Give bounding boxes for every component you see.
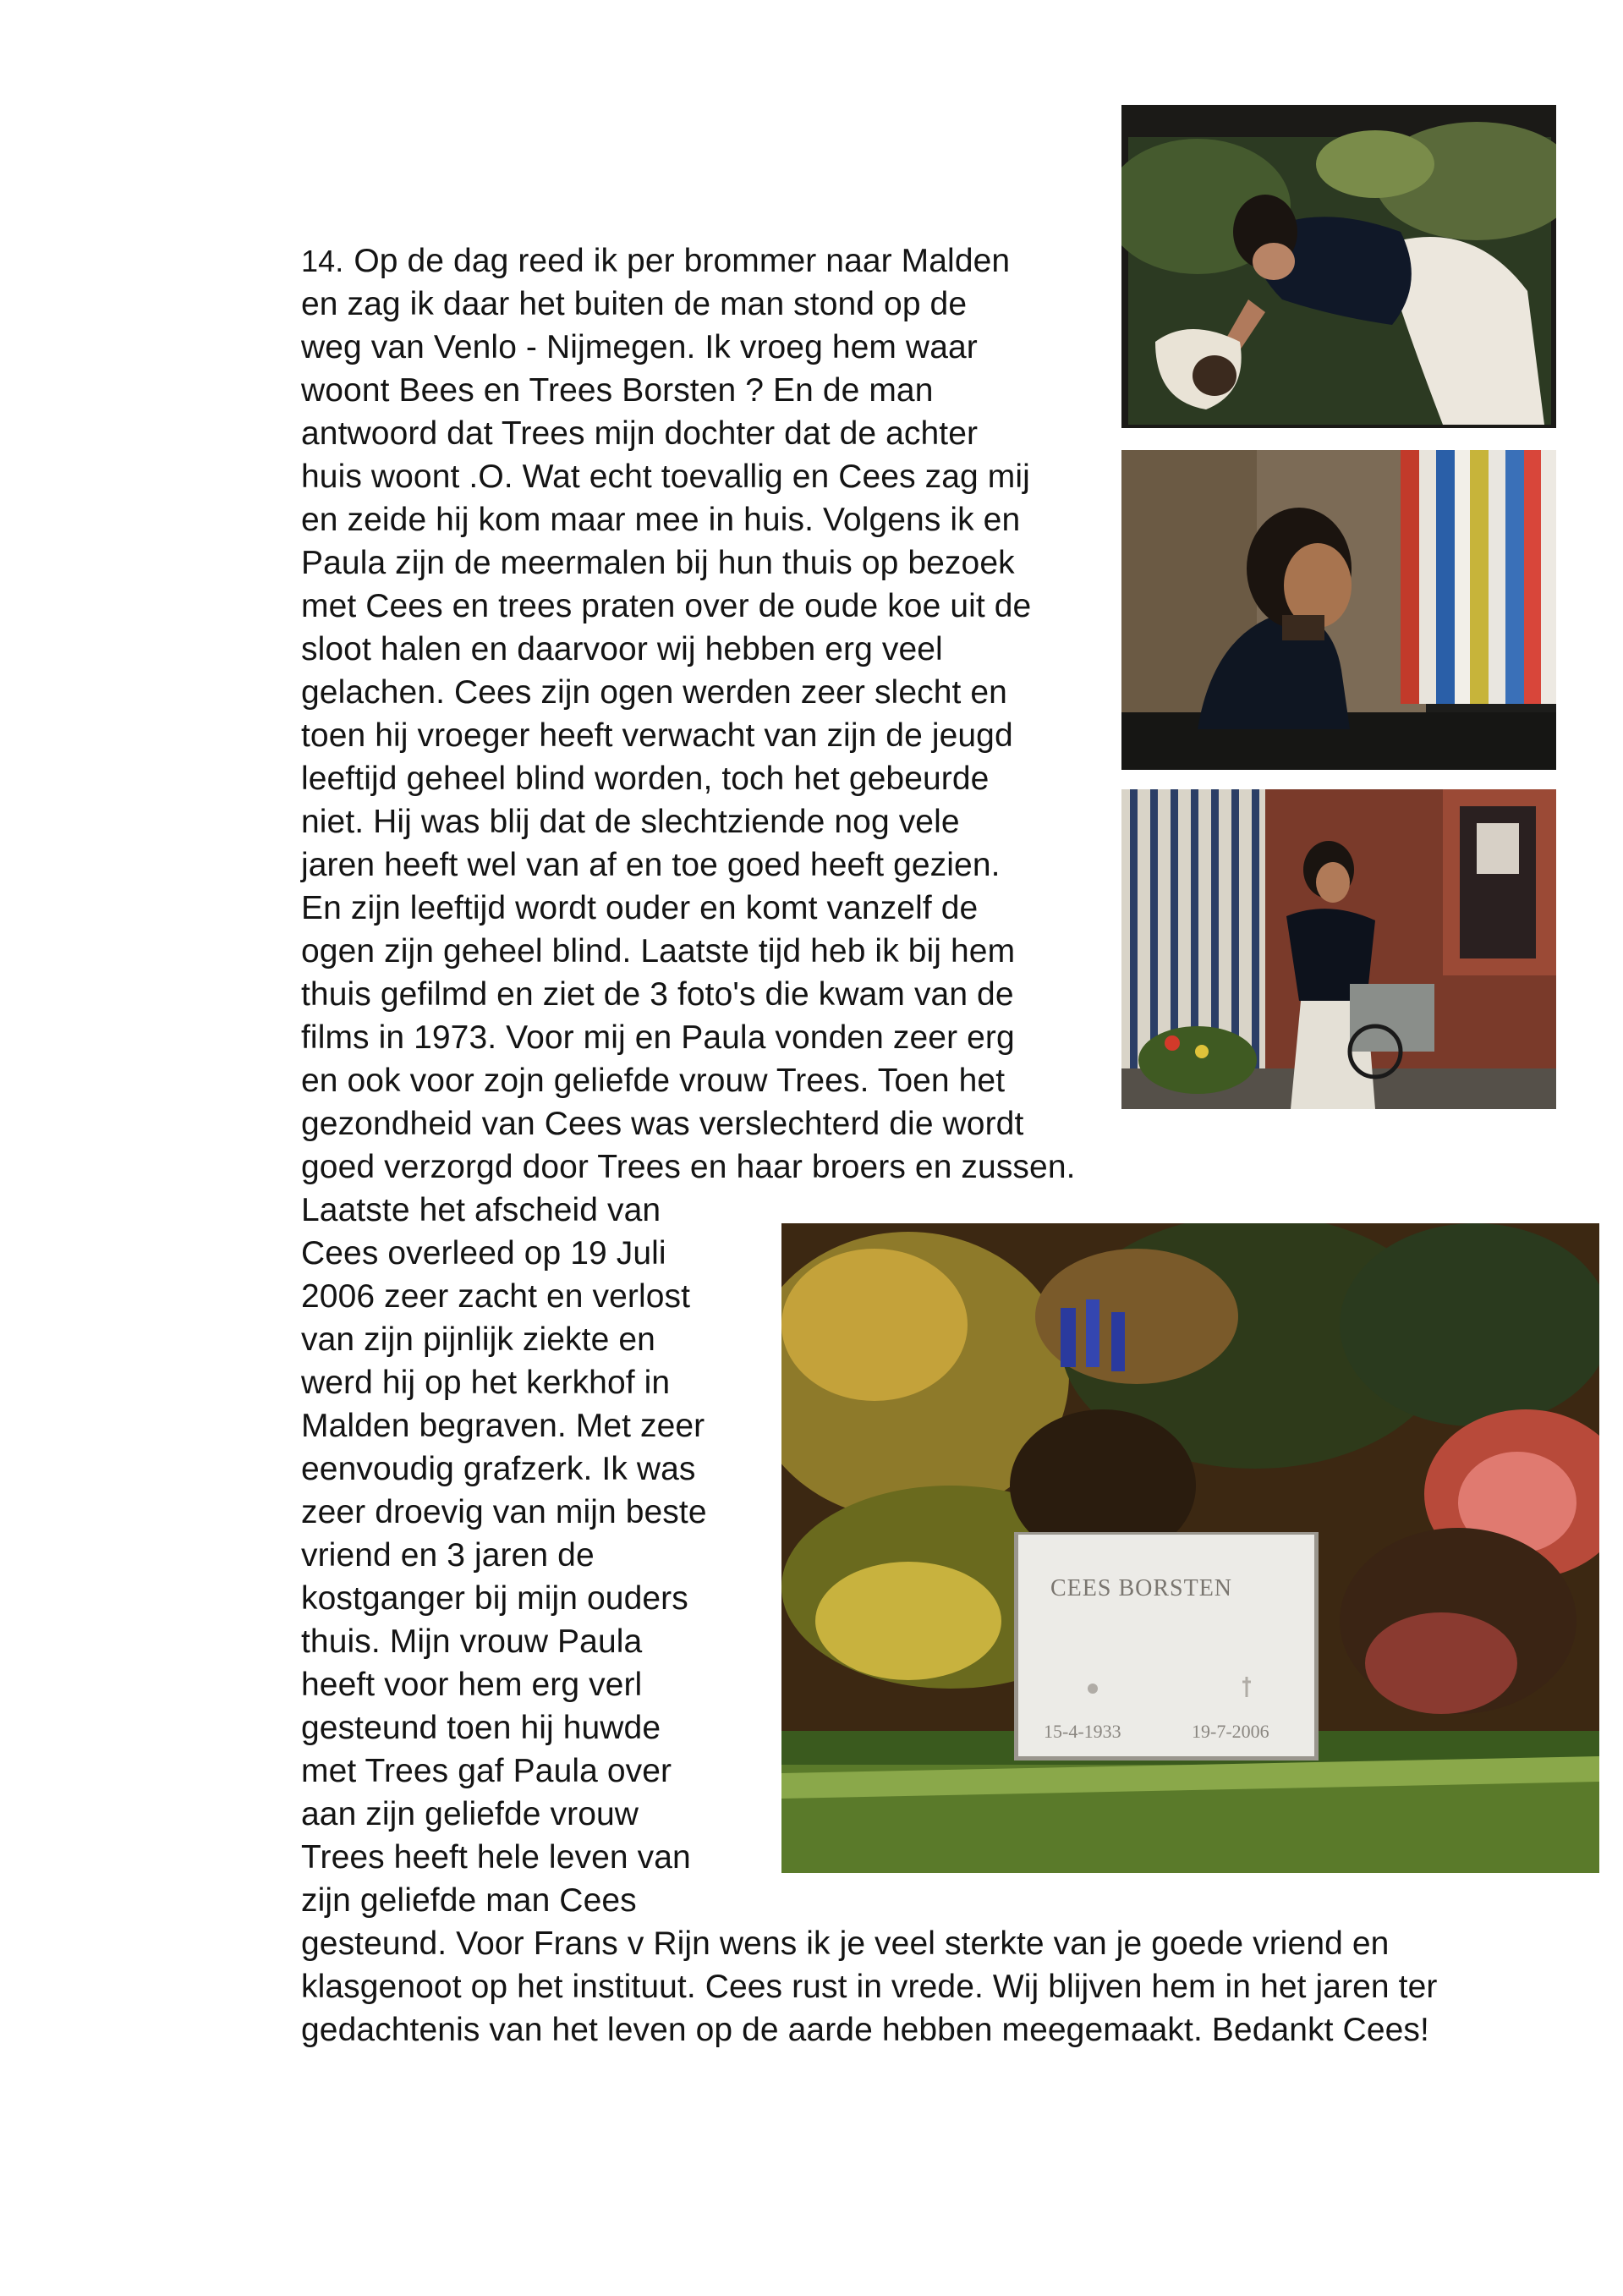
text-line: Cees overleed op 19 Juli xyxy=(301,1235,666,1272)
body-text-top xyxy=(301,239,1076,1189)
text-line: kostganger bij mijn ouders xyxy=(301,1580,688,1617)
text-line: huis woont .O. Wat echt toevallig en Cees zag mij xyxy=(301,459,1030,495)
text-line: 14. Op de dag reed ik per brommer naar Malden xyxy=(301,243,1011,279)
text-line: zeer droevig van mijn beste xyxy=(301,1494,707,1530)
text-line: Paula zijn de meermalen bij hun thuis op bezoek xyxy=(301,545,1015,581)
text-line: gedachtenis van het leven op de aarde hebben meegemaakt. Bedankt Cees! xyxy=(301,2012,1429,2048)
text-line: en zeide hij kom maar mee in huis. Volgens ik en xyxy=(301,502,1021,538)
text-line: goed verzorgd door Trees en haar broers en zussen. xyxy=(301,1149,1076,1185)
text-line: niet. Hij was blij dat de slechtziende nog vele xyxy=(301,804,960,840)
text-line: gesteund. Voor Frans v Rijn wens ik je veel sterkte van je goede vriend en xyxy=(301,1925,1390,1962)
text-line: sloot halen en daarvoor wij hebben erg veel xyxy=(301,631,943,667)
text-line: gezondheid van Cees was verslechterd die wordt xyxy=(301,1106,1024,1142)
text-line: antwoord dat Trees mijn dochter dat de achter xyxy=(301,415,979,452)
text-line: woont Bees en Trees Borsten ? En de man xyxy=(301,372,934,409)
text-line: heeft voor hem erg verl xyxy=(301,1667,643,1703)
photo-man-bending xyxy=(1121,105,1556,428)
text-line: eenvoudig grafzerk. Ik was xyxy=(301,1451,696,1487)
text-line: films in 1973. Voor mij en Paula vonden zeer erg xyxy=(301,1019,1015,1056)
text-line: Trees heeft hele leven van xyxy=(301,1839,691,1876)
text-line: thuis gefilmd en ziet de 3 foto's die kwam van de xyxy=(301,976,1014,1013)
text-line: en ook voor zojn geliefde vrouw Trees. Toen het xyxy=(301,1063,1006,1099)
text-line: gesteund toen hij huwde xyxy=(301,1710,661,1746)
text-line: Malden begraven. Met zeer xyxy=(301,1408,705,1444)
gravestone-born: 15-4-1933 xyxy=(1044,1721,1121,1742)
text-line: met Cees en trees praten over de oude koe uit de xyxy=(301,588,1032,624)
text-line: vriend en 3 jaren de xyxy=(301,1537,595,1574)
text-line: jaren heeft wel van af en toe goed heeft gezien. xyxy=(301,847,1001,883)
text-line: toen hij vroeger heeft verwacht van zijn de jeugd xyxy=(301,717,1013,754)
text-line: zijn geliefde man Cees xyxy=(301,1882,637,1919)
text-line: werd hij op het kerkhof in xyxy=(301,1365,671,1401)
text-line: en zag ik daar het buiten de man stond op de xyxy=(301,286,968,322)
text-line: leeftijd geheel blind worden, toch het gebeurde xyxy=(301,761,990,797)
text-line: weg van Venlo - Nijmegen. Ik vroeg hem waar xyxy=(301,329,978,365)
text-line: En zijn leeftijd wordt ouder en komt vanzelf de xyxy=(301,890,979,926)
photo-gravestone xyxy=(781,1223,1599,1873)
text-line: met Trees gaf Paula over xyxy=(301,1753,672,1789)
text-line: 2006 zeer zacht en verlost xyxy=(301,1278,691,1315)
text-line: Laatste het afscheid van xyxy=(301,1192,661,1228)
text-line: gelachen. Cees zijn ogen werden zeer slecht en xyxy=(301,674,1007,711)
photo-man-profile xyxy=(1121,450,1556,770)
text-line: klasgenoot op het instituut. Cees rust in vrede. Wij blijven hem in het jaren ter xyxy=(301,1969,1438,2005)
photo-man-standing xyxy=(1121,789,1556,1109)
gravestone-died: 19-7-2006 xyxy=(1192,1721,1269,1742)
body-text-bottom xyxy=(301,1922,1437,2052)
text-line: thuis. Mijn vrouw Paula xyxy=(301,1623,643,1660)
text-line: van zijn pijnlijk ziekte en xyxy=(301,1321,655,1358)
text-line: aan zijn geliefde vrouw xyxy=(301,1796,639,1832)
page-number: 14. xyxy=(301,244,344,278)
body-text-middle xyxy=(301,1189,707,1922)
text-line: ogen zijn geheel blind. Laatste tijd heb ik bij hem xyxy=(301,933,1016,969)
gravestone-name: CEES BORSTEN xyxy=(1050,1575,1233,1601)
